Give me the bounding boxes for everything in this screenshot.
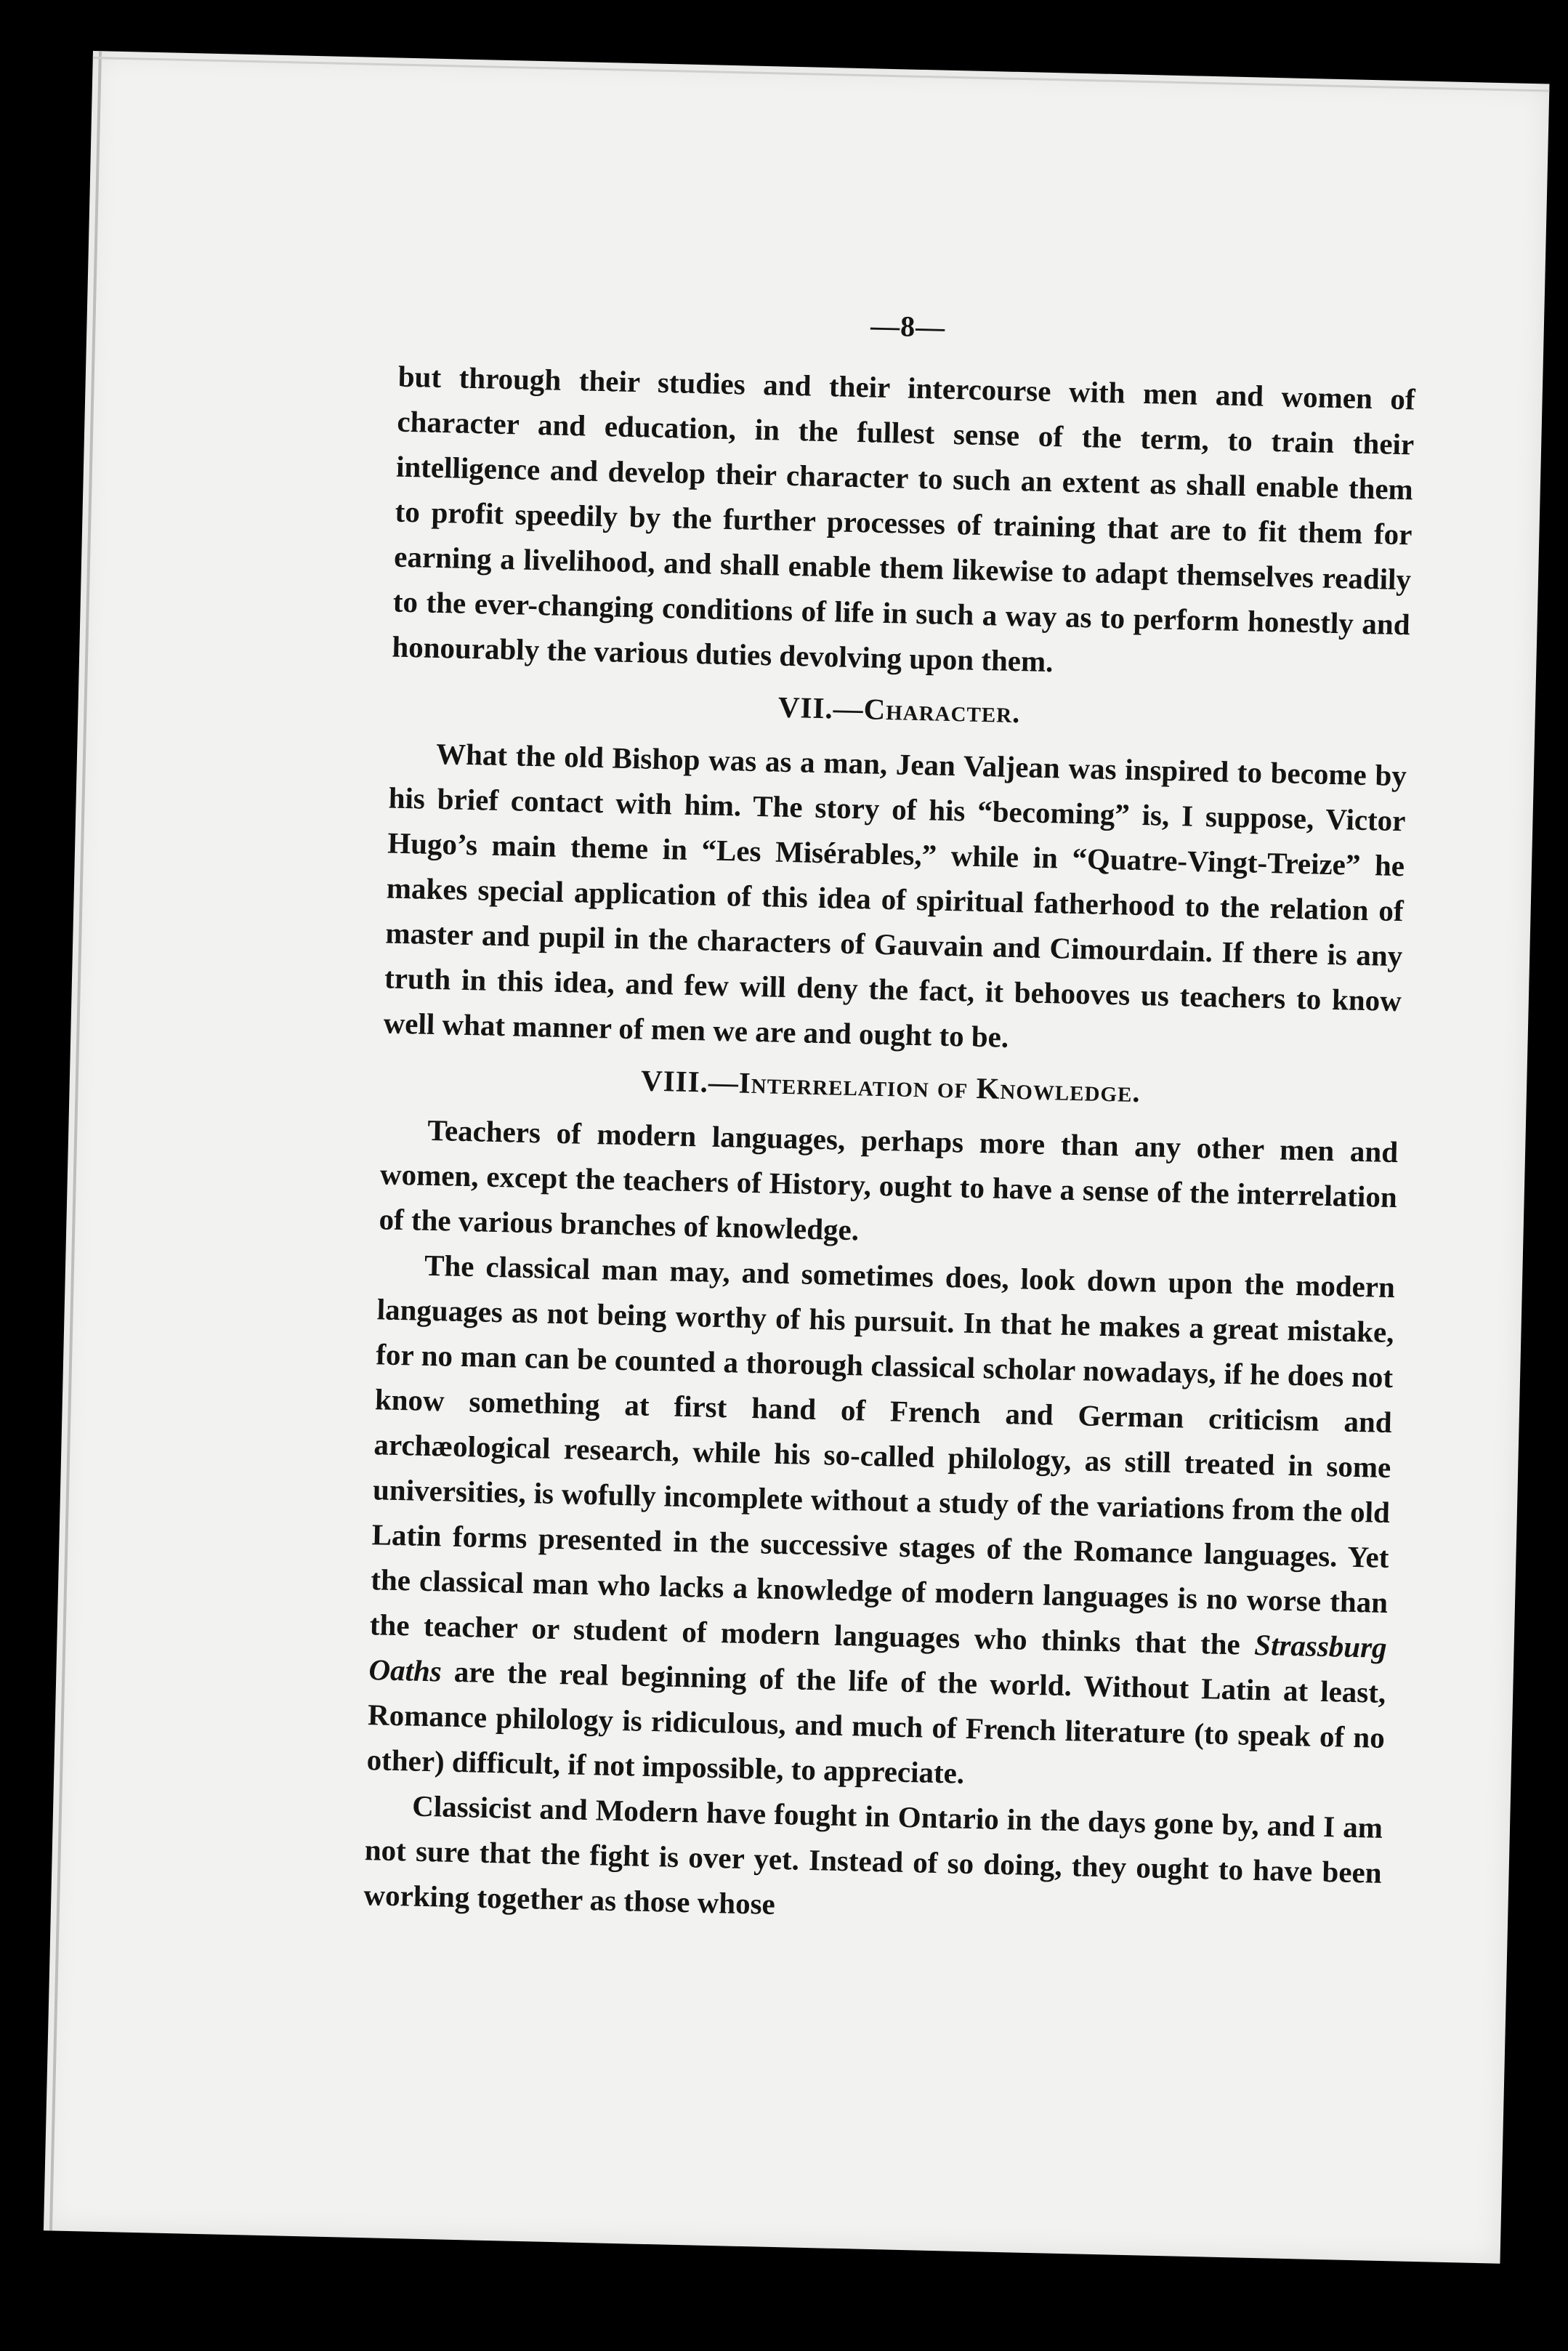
paragraph-character: What the old Bishop was as a man, Jean Valjean was inspired to become by his brief contact with him. The story of his “becoming” is, I suppose, Victor Hugo’s main theme in “Les Misérables,” while in “Quatre-Vingt-Treize” he makes special application of this idea of spiritual fatherhood to the relation of master and pupil in the characters of Gauvain and Cimourdain. If there is any truth in this idea, and few will deny the fact, it behooves us teachers to know well what manner of men we are and ought to be.: [383, 736, 1407, 1054]
page-content: [363, 298, 1417, 1940]
section-heading-character: VII.—Character.: [777, 690, 1021, 730]
paragraph-classical-man: [366, 1241, 1396, 1805]
paragraph-classical-man-text-1: The classical man may, and sometimes does, look down upon the modern languages as not being worthy of his pursuit. In that he makes a great mistake, for no man can be counted a thorough classical scholar nowadays, if he does not know something at first hand of French and German criticism and archæological research, while his so-called philology, as still treated in some universities, is wofully incomplete without a study of the variations from the old Latin forms presented in the successive stages of the Romance languages. Yet the classical man who lacks a knowledge of modern languages is no worse than the teacher or student of modern languages who thinks that the: [369, 1248, 1396, 1661]
paragraph-teachers: Teachers of modern languages, perhaps more than any other men and women, except the teachers of History, ought to have a sense of the interrelation of the various branches of knowledge.: [379, 1113, 1399, 1247]
page-edge-top: [93, 57, 1550, 92]
paragraph-classicist-modern: Classicist and Modern have fought in Ontario in the days gone by, and I am not sure that the fight is over yet. Instead of so doing, they ought to have been working together as those whose: [363, 1789, 1383, 1921]
scanned-page: [44, 51, 1550, 2264]
paragraph-continuation: but through their studies and their intercourse with men and women of character and education, in the fullest sense of the term, to train their intelligence and develop their character to such an extent as shall enable them to profit speedily by the further processes of training that are to fit them for earning a livelihood, and shall enable them likewise to adapt themselves readily to the ever-changing conditions of life in such a way as to perform honestly and honourably the various duties devolving upon them.: [391, 359, 1416, 679]
page-number: —8—: [870, 309, 946, 344]
strassburg-oaths-italic: Strassburg Oaths: [368, 1627, 1388, 1688]
section-heading-interrelation: VIII.—Interrelation of Knowledge.: [640, 1063, 1141, 1109]
page-edge-left: [49, 51, 102, 2230]
paragraph-classical-man-text-2: are the real beginning of the life of the world. Without Latin at least, Romance philology is ridiculous, and much of French literature (to speak of no other) difficult, if not impossible, to appreciate.: [366, 1654, 1386, 1790]
